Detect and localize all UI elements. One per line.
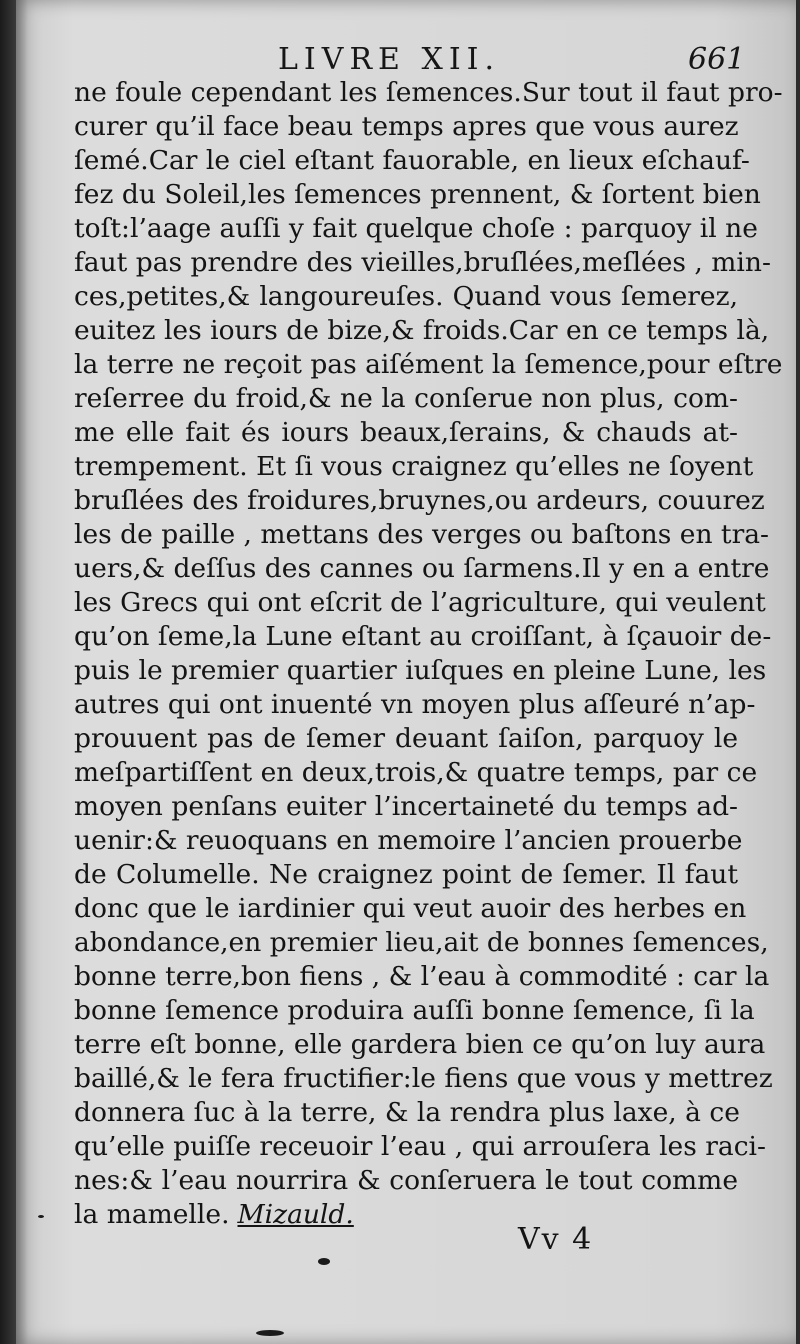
final-text: la mamelle. (74, 1199, 230, 1230)
ink-speck (318, 1258, 330, 1265)
text-line: qu’on ſeme,la Lune eſtant au croiſſant, à ſçauoir de- (74, 621, 772, 652)
text-line: donnera ſuc à la terre, & la rendra plus laxe, à ce (74, 1097, 740, 1128)
text-line: les de paille , mettans des verges ou baſtons en tra- (74, 519, 770, 550)
printer-signature: Vv 4 (518, 1222, 594, 1257)
text-line: la terre ne reçoit pas aiſément la ſemence,pour eſtre (74, 349, 783, 380)
text-line-last (74, 1198, 738, 1232)
text-line: toſt:l’aage auſſi y fait quelque choſe : parquoy il ne (74, 213, 758, 244)
text-line: meſpartiſſent en deux,trois,& quatre temps, par ce (74, 757, 758, 788)
text-line: baillé,& le fera fructifier:le fiens que vous y mettrez (74, 1063, 773, 1094)
text-line: autres qui ont inuenté vn moyen plus aſſeuré n’ap- (74, 689, 756, 720)
text-line: les Grecs qui ont eſcrit de l’agriculture, qui veulent (74, 587, 766, 618)
text-line: reſerree du froid,& ne la conſerue non plus, com- (74, 383, 738, 414)
text-line: me elle fait és iours beaux,ſerains, & chauds at- (74, 417, 738, 448)
text-line: bruſlées des froidures,bruynes,ou ardeurs, couurez (74, 485, 765, 516)
text-line: uers,& deſſus des cannes ou ſarmens.Il y en a entre (74, 553, 770, 584)
text-line: faut pas prendre des vieilles,bruſlées,meſlées , min- (74, 247, 771, 278)
page-gutter-shadow (0, 0, 16, 1344)
text-line: qu’elle puiſſe receuoir l’eau , qui arrouſera les raci- (74, 1131, 766, 1162)
text-line: puis le premier quartier iuſques en pleine Lune, les (74, 655, 767, 686)
text-line: ces,petites,& langoureuſes. Quand vous ſemerez, (74, 281, 738, 312)
running-head: LIVRE XII. (278, 42, 501, 77)
text-line: bonne terre,bon fiens , & l’eau à commodité : car la (74, 961, 770, 992)
text-line: ne foule cependant les ſemences.Sur tout il faut pro- (74, 77, 783, 108)
text-line: trempement. Et ſi vous craignez qu’elles ne ſoyent (74, 451, 754, 482)
text-line: uenir:& reuoquans en memoire l’ancien prouerbe (74, 825, 743, 856)
ink-speck (256, 1330, 284, 1336)
text-line: donc que le iardinier qui veut auoir des herbes en (74, 893, 747, 924)
text-line: moyen penſans euiter l’incertaineté du temps ad- (74, 791, 738, 822)
text-line: terre eſt bonne, elle gardera bien ce qu’on luy aura (74, 1029, 766, 1060)
text-line: bonne ſemence produira auſſi bonne ſemence, ſi la (74, 995, 755, 1026)
text-line: nes:& l’eau nourrira & conſeruera le tout comme (74, 1165, 738, 1196)
page-number: 661 (688, 42, 746, 77)
body-text (74, 76, 783, 1232)
text-line: curer qu’il face beau temps apres que vous aurez (74, 111, 739, 142)
text-line: prouuent pas de ſemer deuant ſaiſon, parquoy le (74, 723, 738, 754)
text-line: de Columelle. Ne craignez point de ſemer. Il faut (74, 859, 738, 890)
author-attribution: Mizauld. (237, 1199, 354, 1230)
text-line: fez du Soleil,les ſemences prennent, & ſortent bien (74, 179, 761, 210)
text-line: euitez les iours de bize,& froids.Car en ce temps là, (74, 315, 770, 346)
ink-speck (38, 1215, 44, 1218)
text-line: ſemé.Car le ciel eſtant fauorable, en lieux eſchauf- (74, 145, 750, 176)
text-line: abondance,en premier lieu,ait de bonnes ſemences, (74, 927, 769, 958)
